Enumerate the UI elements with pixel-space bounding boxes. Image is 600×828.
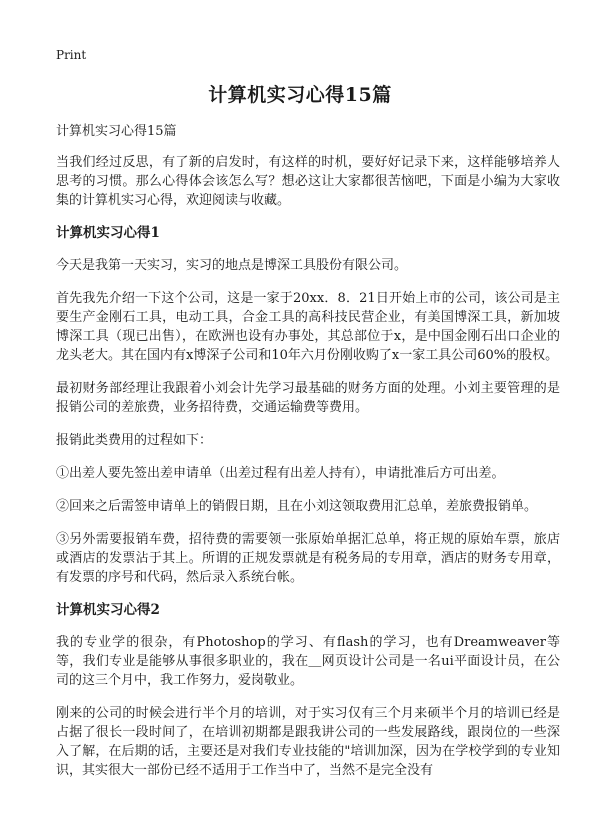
paragraph: 今天是我第一天实习，实习的地点是博深工具股份有限公司。: [56, 258, 408, 273]
paragraph: 首先我先介绍一下这个公司，这是一家于20xx．8．21日开始上市的公司，该公司是主要生产金刚石工具，电动工具，合金工具的高科技民营企业，有美国博深工具，新加坡博深工具（现已出售），在欧洲也设有办事处，其总部位于x，是中国金刚石出口企业的龙头老大。其在国内有x博深子公司和10年六月份刚收购了x一家工具公司60%的股权。: [56, 291, 560, 363]
paragraph: 报销此类费用的过程如下：: [56, 433, 213, 448]
section-heading-1: 计算机实习心得1: [56, 225, 160, 241]
list-item: ③另外需要报销车费，招待费的需要领一张原始单据汇总单，将正规的原始车票，旅店或酒店的发票沾于其上。所谓的正规发票就是有税务局的专用章，酒店的财务专用章，有发票的序号和代码，然后录入系统台帐。: [56, 532, 560, 585]
intro-paragraph: 当我们经过反思，有了新的启发时，有这样的时机，要好好记录下来，这样能够培养人思考的习惯。那么心得体会该怎么写？想必这让大家都很苦恼吧，下面是小编为大家收集的计算机实习心得，欢迎阅读与收藏。: [56, 155, 560, 208]
print-link[interactable]: Print: [56, 48, 87, 62]
paragraph: 我的专业学的很杂，有Photoshop的学习、有flash的学习，也有Dreamweaver等等，我们专业是能够从事很多职业的，我在＿网页设计公司是一名ui平面设计员，在公司的这三个月中，我工作努力，爱岗敬业。: [56, 635, 560, 688]
paragraph: 刚来的公司的时候会进行半个月的培训，对于实习仅有三个月来硕半个月的培训已经是占据了很长一段时间了，在培训初期都是跟我讲公司的一些发展路线，跟岗位的一些深入了解，在后期的话，主要还是对我们专业技能的"培训加深，因为在学校学到的专业知识，其实很大一部份已经不适用于工作当中了，当然不是完全没有: [56, 706, 560, 778]
list-item: ②回来之后需签申请单上的销假日期，且在小刘这领取费用汇总单，差旅费报销单。: [56, 499, 538, 514]
section-heading-2: 计算机实习心得2: [56, 602, 160, 618]
paragraph: 最初财务部经理让我跟着小刘会计先学习最基础的财务方面的处理。小刘主要管理的是报销公司的差旅费，业务招待费，交通运输费等费用。: [56, 381, 560, 415]
document-body: [56, 120, 560, 794]
document-subtitle: 计算机实习心得15篇: [56, 124, 177, 139]
page-title: 计算机实习心得15篇: [208, 84, 392, 106]
list-item: ①出差人要先签出差申请单（出差过程有出差人持有），申请批准后方可出差。: [56, 466, 505, 481]
